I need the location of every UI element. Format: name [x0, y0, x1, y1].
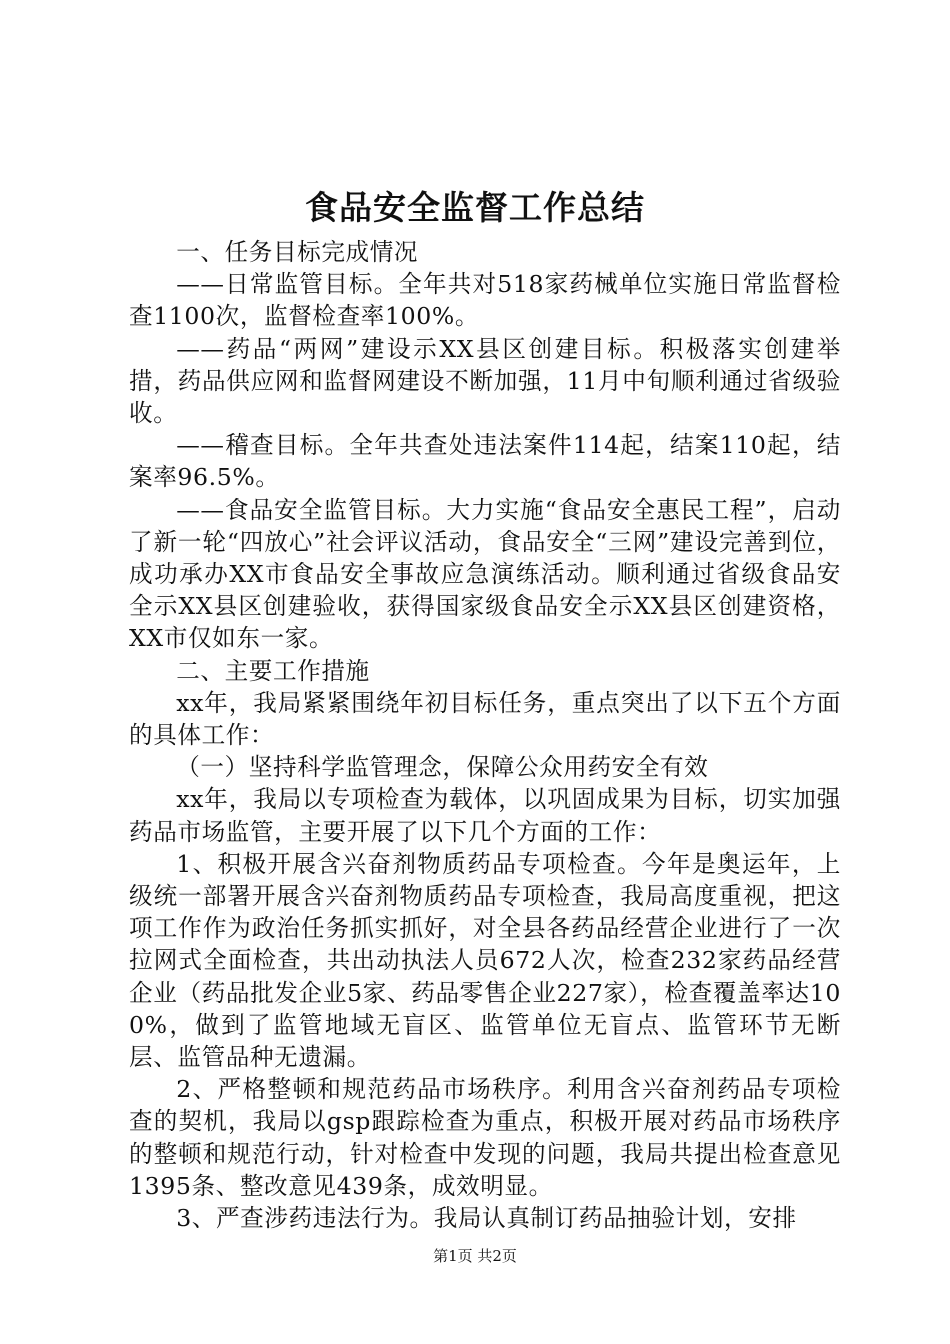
- body-paragraph: xx年，我局以专项检查为载体，以巩固成果为目标，切实加强药品市场监管，主要开展了以下几个方面的工作：: [129, 785, 841, 846]
- body-paragraph: ——药品“两网”建设示XX县区创建目标。积极落实创建举措，药品供应网和监督网建设不断加强，11月中旬顺利通过省级验收。: [129, 334, 841, 428]
- section-heading: 一、任务目标完成情况: [176, 238, 419, 266]
- body-paragraph: 2、严格整顿和规范药品市场秩序。利用含兴奋剂药品专项检查的契机，我局以gsp跟踪检查为重点，积极开展对药品市场秩序的整顿和规范行动，针对检查中发现的问题，我局共提出检查意见1395条、整改意见439条，成效明显。: [129, 1075, 841, 1200]
- subsection-heading: （一）坚持科学监管理念，保障公众用药安全有效: [176, 753, 709, 782]
- body-paragraph: 1、积极开展含兴奋剂物质药品专项检查。今年是奥运年，上级统一部署开展含兴奋剂物质药品专项检查，我局高度重视，把这项工作作为政治任务抓实抓好，对全县各药品经营企业进行了一次拉网式全面检查，共出动执法人员672人次，检查232家药品经营企业（药品批发企业5家、药品零售企业227家），检查覆盖率达100%，做到了监管地域无盲区、监管单位无盲点、监管环节无断层、监管品种无遗漏。: [129, 849, 841, 1072]
- body-paragraph: ——食品安全监管目标。大力实施“食品安全惠民工程”，启动了新一轮“四放心”社会评议活动，食品安全“三网”建设完善到位，成功承办XX市食品安全事故应急演练活动。顺利通过省级食品安全示XX县区创建验收，获得国家级食品安全示XX县区创建资格，XX市仅如东一家。: [129, 495, 841, 653]
- body-paragraph: ——稽查目标。全年共查处违法案件114起，结案110起，结案率96.5%。: [129, 431, 841, 492]
- body-paragraph: ——日常监管目标。全年共对518家药械单位实施日常监督检查1100次，监督检查率100%。: [129, 270, 841, 331]
- section-heading: 二、主要工作措施: [176, 656, 370, 685]
- document-title: 食品安全监督工作总结: [305, 188, 645, 227]
- document-body: [129, 236, 841, 1234]
- body-paragraph: xx年，我局紧紧围绕年初目标任务，重点突出了以下五个方面的具体工作：: [129, 688, 841, 750]
- page-footer: 第1页 共2页: [433, 1247, 517, 1265]
- body-paragraph: 3、严查涉药违法行为。我局认真制订药品抽验计划，安排: [176, 1204, 797, 1233]
